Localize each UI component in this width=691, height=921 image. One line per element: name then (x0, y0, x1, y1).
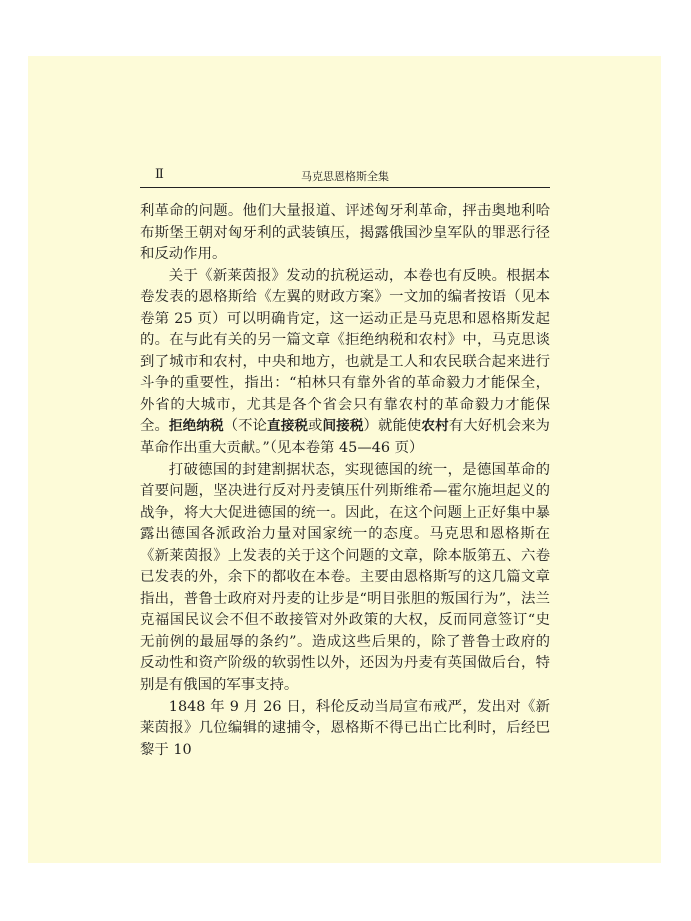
emphasis-refuse-tax: 拒绝纳税 (168, 418, 224, 435)
paragraph-2 (140, 266, 550, 460)
page-number: Ⅱ (155, 167, 165, 182)
emphasis-countryside: 农村 (421, 418, 449, 435)
paragraph-2-text-c: 或 (308, 418, 323, 435)
running-header (140, 167, 550, 188)
emphasis-indirect-tax: 间接税 (322, 418, 364, 435)
paragraph-1: 利革命的问题。他们大量报道、评述匈牙利革命，抨击奥地利哈布斯堡王朝对匈牙利的武装镇压，揭露俄国沙皇军队的罪恶行径和反动作用。 (140, 203, 550, 263)
paragraph-3: 打破德国的封建割据状态，实现德国的统一，是德国革命的首要问题，坚决进行反对丹麦镇压什列斯维希—霍尔施坦起义的战争，将大大促进德国的统一。因此，在这个问题上正好集中暴露出德国各派政治力量对国家统一的态度。马克思和恩格斯在《新莱茵报》上发表的关于这个问题的文章，除本版第五、六卷已发表的外，余下的都收在本卷。主要由恩格斯写的这几篇文章指出，普鲁士政府对丹麦的让步是“明目张胆的叛国行为”，法兰克福国民议会不但不敢接管对外政策的大权，反而同意签订“史无前例的最屈辱的条约”。造成这些后果的，除了普鲁士政府的反动性和资产阶级的软弱性以外，还因为丹麦有英国做后台，特别是有俄国的军事支持。 (140, 461, 550, 694)
book-title: 马克思恩格斯全集 (301, 170, 389, 183)
paragraph-4: 1848 年 9 月 26 日，科伦反动当局宣布戒严，发出对《新莱茵报》几位编辑的逮捕令，恩格斯不得已出亡比利时，后经巴黎于 10 (140, 698, 550, 758)
paragraph-2-text-b: （不论 (223, 418, 268, 435)
emphasis-direct-tax: 直接税 (267, 418, 309, 435)
paragraph-2-text-e: 有大好机会来为革命作出重大贡献。”（见本卷第 45—46 页） (140, 418, 550, 457)
paragraph-2-text-a: 关于《新莱茵报》发动的抗税运动，本卷也有反映。根据本卷发表的恩格斯给《左翼的财政方案》一文加的编者按语（见本卷第 25 页）可以明确肯定，这一运动正是马克思和恩格斯发起的。在与此有关的另一篇文章《拒绝纳税和农村》中，马克思谈到了城市和农村，中央和地方，也就是工人和农民联合起来进行斗争的重要性，指出：“柏林只有靠外省的革命毅力才能保全，外省的大城市，尤其是各个省会只有靠农村的革命毅力才能保全。 (140, 267, 550, 435)
paragraph-2-text-d: ）就能使 (363, 418, 422, 435)
body-text (140, 201, 550, 761)
